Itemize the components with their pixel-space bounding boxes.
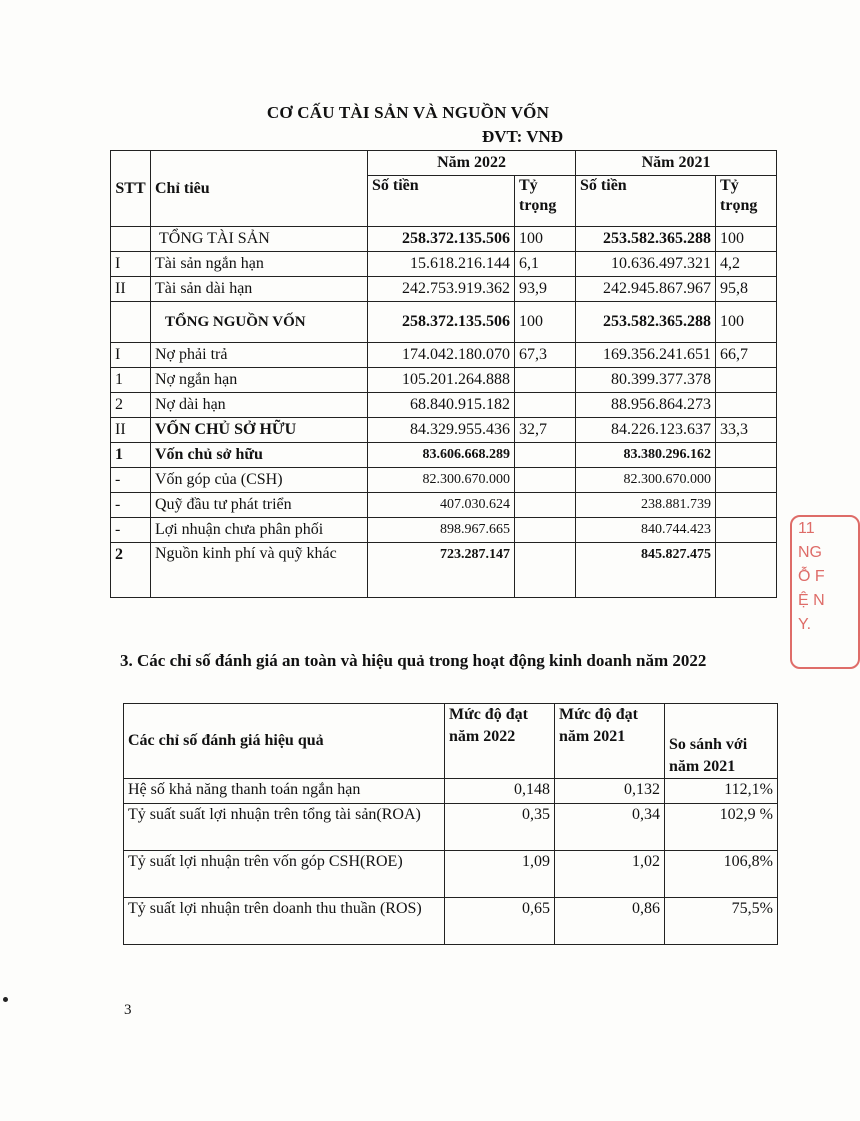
row-ratio-2022 [515, 443, 576, 468]
row-amount-2022: 83.606.668.289 [368, 443, 515, 468]
row-ratio-2022 [515, 493, 576, 518]
table-row [111, 493, 777, 518]
table-row [111, 393, 777, 418]
row-compare: 102,9 % [665, 804, 778, 851]
row-ratio-2021 [716, 443, 777, 468]
row-stt: - [111, 518, 151, 543]
stamp-text-line: NG [798, 544, 822, 561]
row-label: Nợ dài hạn [151, 393, 368, 418]
row-amount-2022: 242.753.919.362 [368, 277, 515, 302]
assets-table-body [111, 227, 777, 598]
table-header-row [111, 151, 777, 176]
table-row [111, 368, 777, 393]
row-stt: - [111, 493, 151, 518]
row-amount-2021: 253.582.365.288 [576, 302, 716, 343]
row-ratio-2021 [716, 518, 777, 543]
table-row [124, 851, 778, 898]
table-row [111, 518, 777, 543]
row-level-2021: 1,02 [555, 851, 665, 898]
row-amount-2021: 84.226.123.637 [576, 418, 716, 443]
row-label: Tài sản ngắn hạn [151, 252, 368, 277]
row-level-2022: 0,65 [445, 898, 555, 945]
row-stt: II [111, 418, 151, 443]
header-so-tien-2022: Số tiền [368, 176, 515, 227]
row-ratio-2022: 32,7 [515, 418, 576, 443]
page-number: 3 [124, 1002, 132, 1018]
row-level-2021: 0,86 [555, 898, 665, 945]
stamp-text-line: Y. [798, 616, 812, 633]
table-row [111, 468, 777, 493]
row-label: TỔNG NGUỒN VỐN [151, 302, 368, 343]
row-indicator: Hệ số khả năng thanh toán ngắn hạn [124, 779, 445, 804]
table-row [111, 302, 777, 343]
row-stt: 2 [111, 393, 151, 418]
row-indicator: Tỷ suất suất lợi nhuận trên tổng tài sản(ROA) [124, 804, 445, 851]
header-compare: So sánh với năm 2021 [665, 704, 778, 779]
document-title: CƠ CẤU TÀI SẢN VÀ NGUỒN VỐN [266, 103, 550, 122]
row-ratio-2022: 93,9 [515, 277, 576, 302]
section-3-title: 3. Các chỉ số đánh giá an toàn và hiệu quả trong hoạt động kinh doanh năm 2022 [120, 651, 707, 670]
row-label: Vốn góp của (CSH) [151, 468, 368, 493]
row-label: Nguồn kinh phí và quỹ khác [151, 543, 368, 598]
row-compare: 106,8% [665, 851, 778, 898]
header-ty-trong-2021: Tỷ trọng [716, 176, 777, 227]
row-amount-2021: 10.636.497.321 [576, 252, 716, 277]
row-amount-2021: 238.881.739 [576, 493, 716, 518]
row-ratio-2021 [716, 543, 777, 598]
row-amount-2022: 407.030.624 [368, 493, 515, 518]
red-stamp [790, 515, 860, 669]
header-level-2021: Mức độ đạt năm 2021 [555, 704, 665, 779]
table-row [124, 804, 778, 851]
table-row [111, 443, 777, 468]
currency-unit: ĐVT: VNĐ [482, 127, 564, 146]
row-ratio-2021: 100 [716, 227, 777, 252]
row-label: Quỹ đầu tư phát triển [151, 493, 368, 518]
row-level-2022: 0,35 [445, 804, 555, 851]
table-row [111, 252, 777, 277]
row-amount-2022: 258.372.135.506 [368, 302, 515, 343]
row-ratio-2021: 4,2 [716, 252, 777, 277]
row-ratio-2021: 95,8 [716, 277, 777, 302]
row-indicator: Tỷ suất lợi nhuận trên doanh thu thuần (ROS) [124, 898, 445, 945]
row-label: Tài sản dài hạn [151, 277, 368, 302]
row-amount-2021: 242.945.867.967 [576, 277, 716, 302]
header-so-tien-2021: Số tiền [576, 176, 716, 227]
row-level-2021: 0,132 [555, 779, 665, 804]
table-row [111, 227, 777, 252]
row-stt: 1 [111, 443, 151, 468]
row-amount-2021: 169.356.241.651 [576, 343, 716, 368]
row-stt: - [111, 468, 151, 493]
header-year-2022: Năm 2022 [368, 151, 576, 176]
row-compare: 112,1% [665, 779, 778, 804]
row-amount-2021: 845.827.475 [576, 543, 716, 598]
table-row [124, 898, 778, 945]
row-ratio-2021 [716, 493, 777, 518]
row-amount-2021: 82.300.670.000 [576, 468, 716, 493]
row-stt: II [111, 277, 151, 302]
row-ratio-2022 [515, 393, 576, 418]
row-amount-2022: 15.618.216.144 [368, 252, 515, 277]
row-amount-2022: 898.967.665 [368, 518, 515, 543]
row-amount-2022: 174.042.180.070 [368, 343, 515, 368]
stamp-text-line: Ỗ F [798, 568, 825, 585]
row-ratio-2022 [515, 543, 576, 598]
table-row [111, 543, 777, 598]
row-ratio-2022: 67,3 [515, 343, 576, 368]
row-ratio-2021 [716, 468, 777, 493]
row-ratio-2022 [515, 468, 576, 493]
row-ratio-2021: 66,7 [716, 343, 777, 368]
header-year-2021: Năm 2021 [576, 151, 777, 176]
row-label: Vốn chủ sở hữu [151, 443, 368, 468]
row-stt: I [111, 252, 151, 277]
row-level-2022: 1,09 [445, 851, 555, 898]
row-amount-2022: 68.840.915.182 [368, 393, 515, 418]
row-stt: 1 [111, 368, 151, 393]
row-compare: 75,5% [665, 898, 778, 945]
row-stt: 2 [111, 543, 151, 598]
row-amount-2021: 88.956.864.273 [576, 393, 716, 418]
row-ratio-2022 [515, 368, 576, 393]
efficiency-indicators-table [123, 703, 778, 945]
header-stt: STT [111, 151, 151, 227]
assets-capital-table [110, 150, 777, 598]
table-row [111, 418, 777, 443]
row-ratio-2021 [716, 393, 777, 418]
row-amount-2022: 84.329.955.436 [368, 418, 515, 443]
row-amount-2021: 83.380.296.162 [576, 443, 716, 468]
row-level-2021: 0,34 [555, 804, 665, 851]
row-stt [111, 302, 151, 343]
table-row [111, 343, 777, 368]
stamp-text-line: Ệ N [798, 592, 825, 609]
row-label: Nợ ngắn hạn [151, 368, 368, 393]
stamp-text-line: 11 [798, 520, 815, 537]
row-ratio-2022: 100 [515, 302, 576, 343]
row-amount-2022: 723.287.147 [368, 543, 515, 598]
row-ratio-2022 [515, 518, 576, 543]
table-row [111, 277, 777, 302]
header-chi-tieu: Chỉ tiêu [151, 151, 368, 227]
indicators-table-body [124, 779, 778, 945]
row-stt: I [111, 343, 151, 368]
row-level-2022: 0,148 [445, 779, 555, 804]
row-ratio-2021: 100 [716, 302, 777, 343]
row-amount-2022: 82.300.670.000 [368, 468, 515, 493]
row-amount-2021: 253.582.365.288 [576, 227, 716, 252]
header-level-2022: Mức độ đạt năm 2022 [445, 704, 555, 779]
row-amount-2022: 105.201.264.888 [368, 368, 515, 393]
row-label: Nợ phải trả [151, 343, 368, 368]
row-ratio-2022: 100 [515, 227, 576, 252]
row-ratio-2021: 33,3 [716, 418, 777, 443]
row-label: VỐN CHỦ SỞ HỮU [151, 418, 368, 443]
row-ratio-2021 [716, 368, 777, 393]
row-indicator: Tỷ suất lợi nhuận trên vốn góp CSH(ROE) [124, 851, 445, 898]
row-amount-2022: 258.372.135.506 [368, 227, 515, 252]
row-amount-2021: 80.399.377.378 [576, 368, 716, 393]
header-ty-trong-2022: Tỷ trọng [515, 176, 576, 227]
row-stt [111, 227, 151, 252]
scan-dot [3, 997, 8, 1002]
table-row [124, 779, 778, 804]
row-ratio-2022: 6,1 [515, 252, 576, 277]
row-label: Lợi nhuận chưa phân phối [151, 518, 368, 543]
table-header-row [124, 704, 778, 779]
row-label: TỔNG TÀI SẢN [151, 227, 368, 252]
header-indicator: Các chỉ số đánh giá hiệu quả [124, 704, 445, 779]
row-amount-2021: 840.744.423 [576, 518, 716, 543]
